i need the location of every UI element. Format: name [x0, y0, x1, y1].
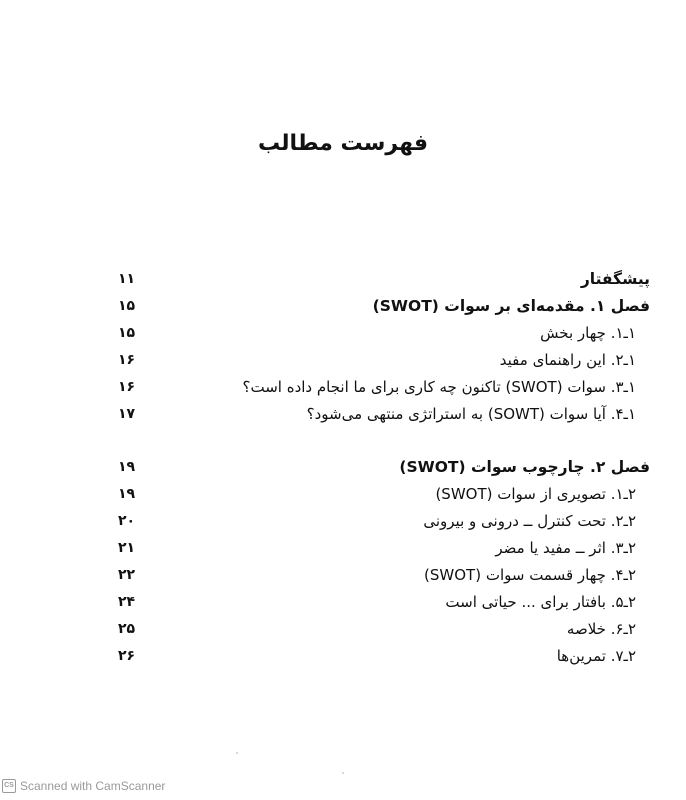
toc-entry-chapter-2[interactable] [118, 454, 650, 481]
toc-entry-page-number: ۲۲ [118, 567, 136, 583]
toc-entry-page-number: ۲۶ [118, 648, 136, 664]
toc-entry-label: ۲ـ۳. اثر ــ مفید یا مضر [495, 539, 636, 557]
toc-entry-label: ۱ـ۱. چهار بخش [540, 324, 636, 342]
camscanner-watermark [2, 778, 165, 794]
toc-entry-label: ۱ـ۲. این راهنمای مفید [499, 351, 636, 369]
toc-entry-2-2[interactable] [118, 508, 650, 535]
toc-entry-page-number: ۱۵ [118, 325, 136, 341]
toc-entry-page-number: ۱۹ [118, 486, 136, 502]
toc-entry-2-3[interactable] [118, 535, 650, 562]
section-gap [118, 428, 650, 454]
toc-entry-label: ۲ـ۵. بافتار برای ... حیاتی است [445, 593, 636, 611]
toc-entry-label: ۲ـ۴. چهار قسمت سوات (SWOT) [424, 566, 636, 584]
toc-entry-page-number: ۱۱ [118, 271, 136, 287]
toc-entry-page-number: ۱۶ [118, 379, 136, 395]
toc-entry-page-number: ۲۱ [118, 540, 136, 556]
toc-entry-page-number: ۱۹ [118, 459, 136, 475]
toc-entry-1-2[interactable] [118, 347, 650, 374]
toc-entry-page-number: ۲۰ [118, 513, 136, 529]
toc-entry-2-4[interactable] [118, 562, 650, 589]
toc-entry-page-number: ۱۶ [118, 352, 136, 368]
toc-entry-label: ۲ـ۲. تحت کنترل ــ درونی و بیرونی [423, 512, 636, 530]
toc-entry-1-3[interactable] [118, 374, 650, 401]
page-title: فهرست مطالب [257, 131, 429, 156]
toc-entry-label: پیشگفتار [580, 270, 650, 288]
toc-entry-2-6[interactable] [118, 616, 650, 643]
toc-entry-label: ۲ـ۱. تصویری از سوات (SWOT) [435, 485, 636, 503]
toc-entry-1-1[interactable] [118, 320, 650, 347]
scan-speck [236, 752, 238, 754]
table-of-contents [118, 266, 650, 670]
toc-entry-label: ۲ـ۶. خلاصه [566, 620, 636, 638]
toc-entry-1-4[interactable] [118, 401, 650, 428]
toc-entry-label: ۱ـ۳. سوات (SWOT) تاکنون چه کاری برای ما انجام داده است؟ [242, 378, 636, 396]
toc-entry-2-7[interactable] [118, 643, 650, 670]
toc-entry-2-5[interactable] [118, 589, 650, 616]
camscanner-logo-icon: CS [2, 779, 16, 793]
toc-entry-chapter-1[interactable] [118, 293, 650, 320]
scan-speck [342, 772, 344, 774]
toc-entry-page-number: ۱۷ [118, 406, 136, 422]
watermark-text: Scanned with CamScanner [20, 779, 166, 793]
toc-entry-label: فصل ۲. چارچوب سوات (SWOT) [399, 458, 650, 476]
toc-entry-page-number: ۲۵ [118, 621, 136, 637]
toc-entry-label: فصل ۱. مقدمه‌ای بر سوات (SWOT) [372, 297, 650, 315]
toc-entry-2-1[interactable] [118, 481, 650, 508]
toc-entry-page-number: ۱۵ [118, 298, 136, 314]
toc-entry-preface[interactable] [118, 266, 650, 293]
toc-entry-label: ۲ـ۷. تمرین‌ها [556, 647, 636, 665]
toc-entry-label: ۱ـ۴. آیا سوات (SOWT) به استراتژی منتهی می‌شود؟ [306, 405, 636, 423]
toc-entry-page-number: ۲۴ [118, 594, 136, 610]
